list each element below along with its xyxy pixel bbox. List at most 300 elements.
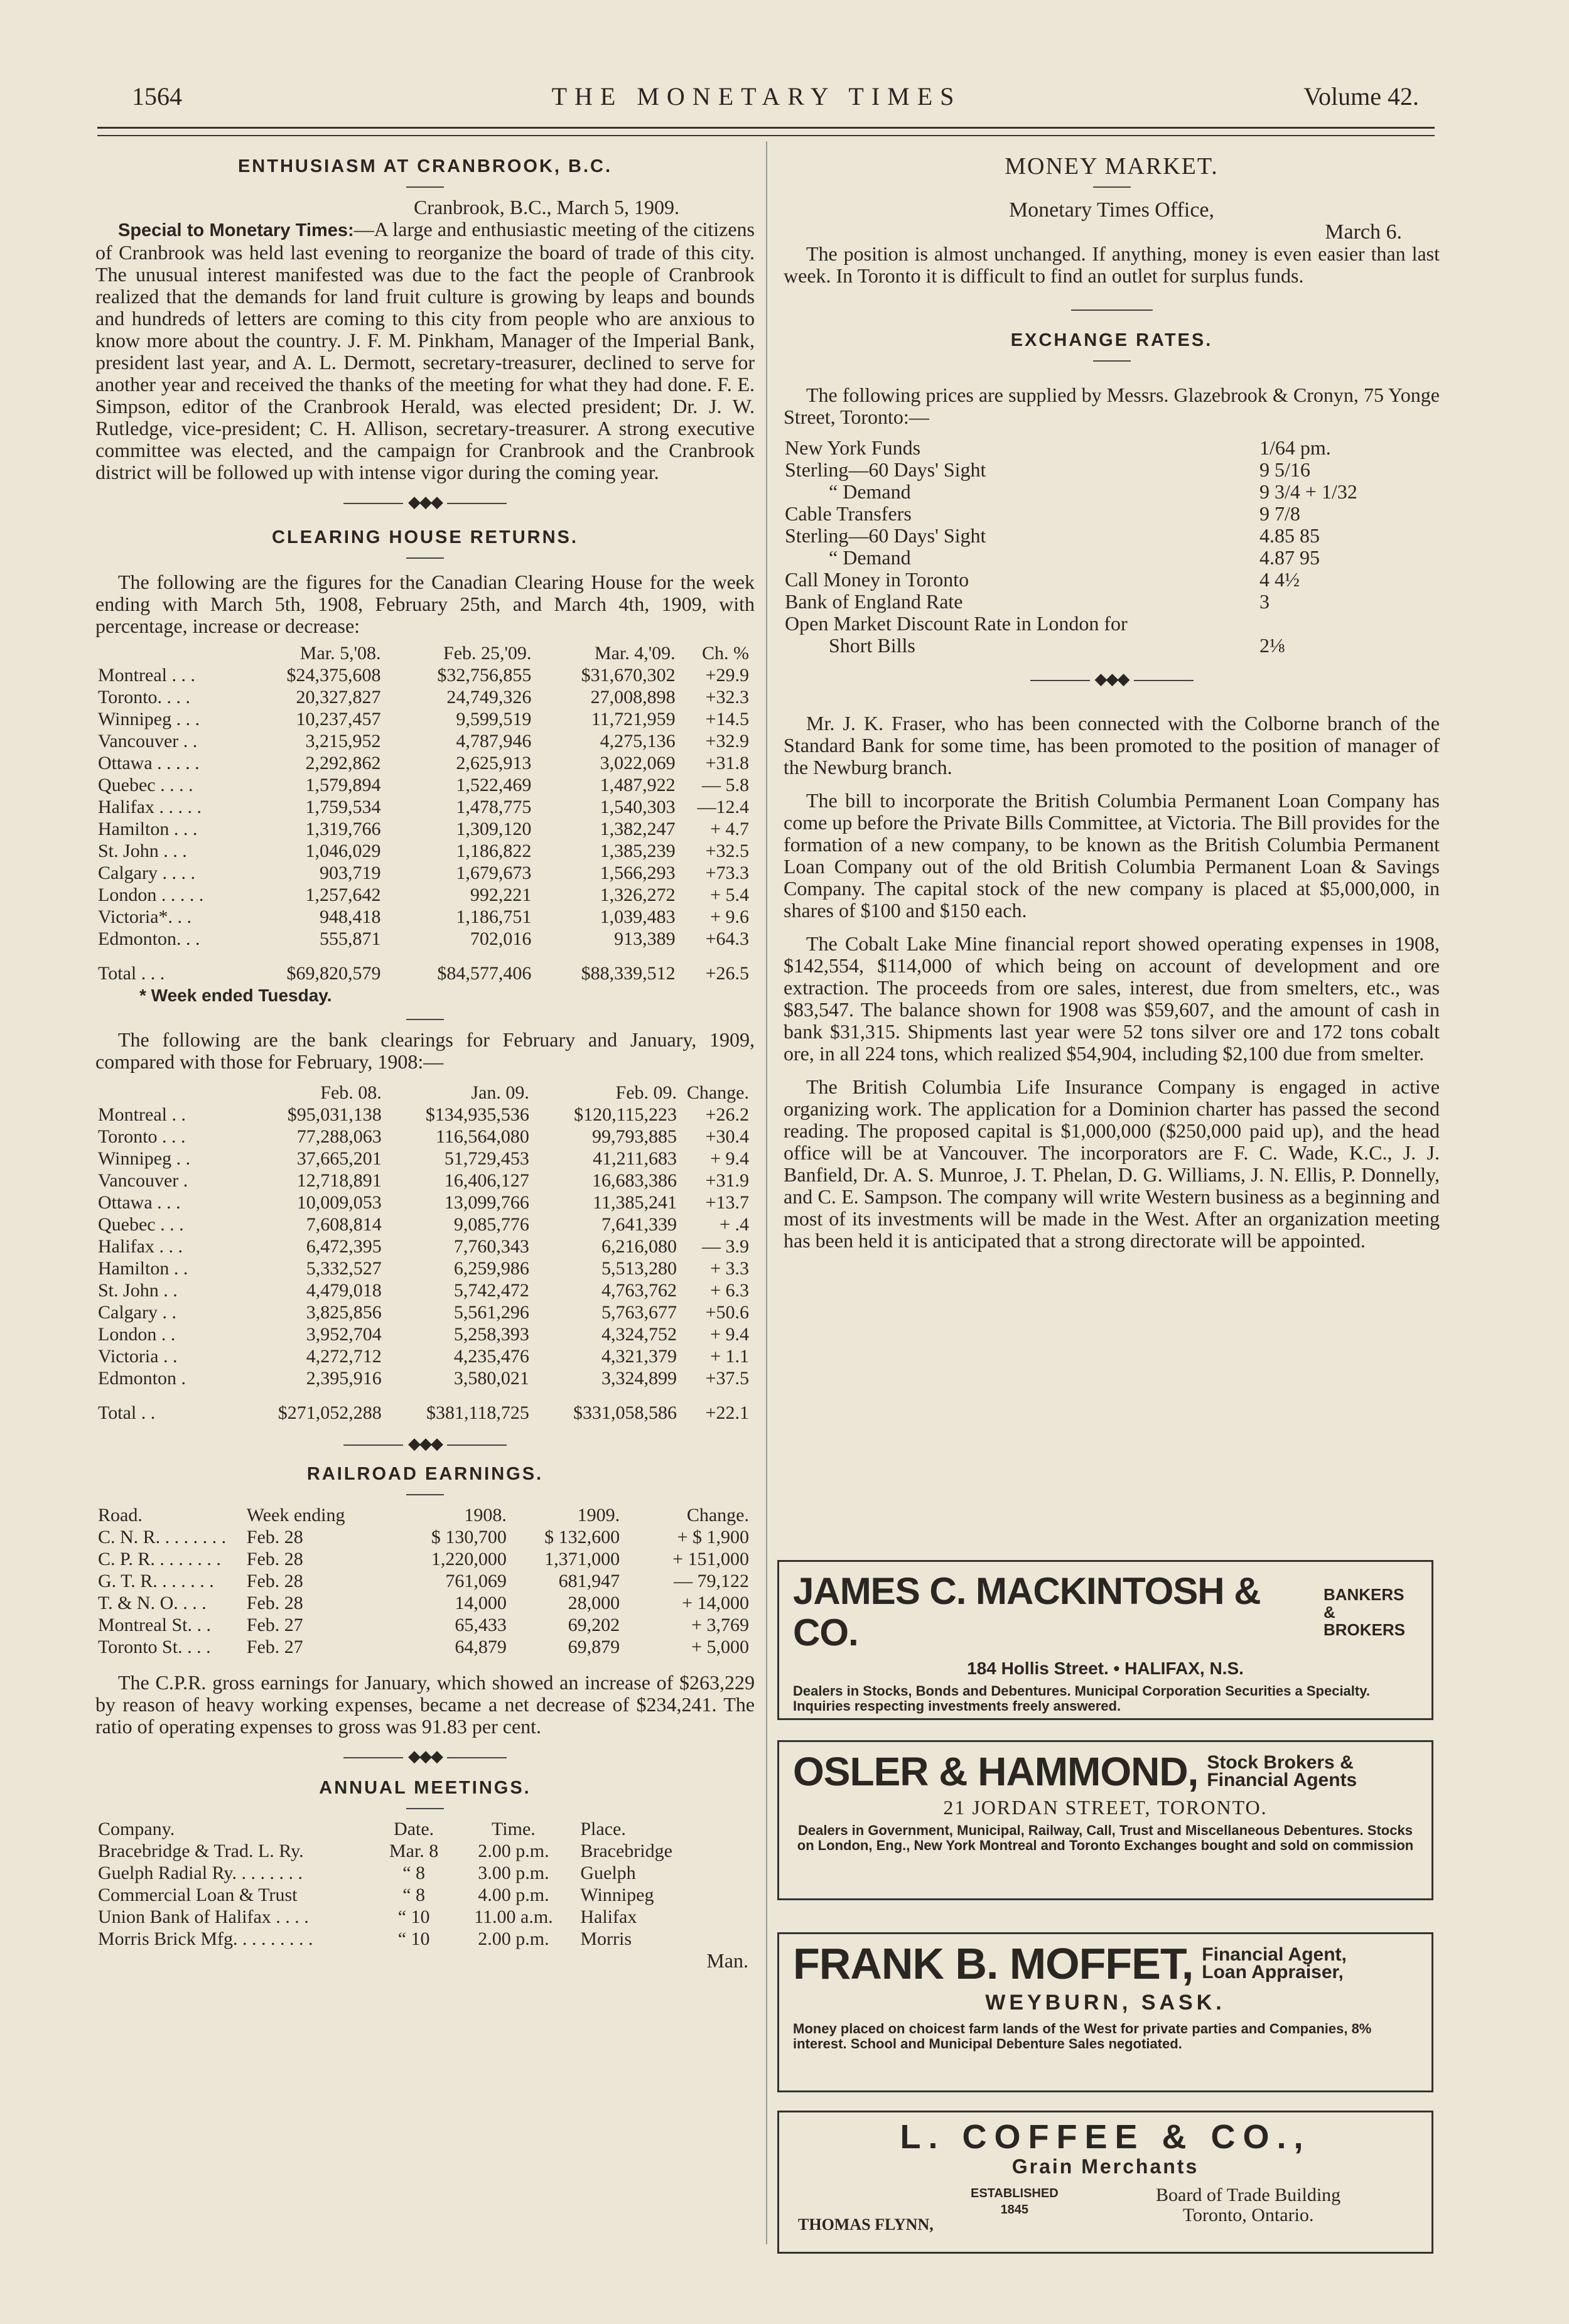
news-items — [784, 713, 1440, 1252]
table-cell: 1,385,239 — [600, 841, 676, 861]
table-cell: 1,759,534 — [305, 797, 381, 817]
table-cell: $331,058,586 — [573, 1402, 677, 1423]
ad-firm-name: FRANK B. MOFFET, — [793, 1939, 1194, 1988]
table-cell: +37.5 — [705, 1368, 749, 1389]
header-rule — [97, 127, 1435, 136]
table-cell: 4,763,762 — [601, 1280, 677, 1301]
ad-mackintosh — [777, 1560, 1433, 1720]
table-cell: 5,332,527 — [306, 1258, 382, 1279]
table-cell: 69,202 — [568, 1615, 620, 1635]
table-cell: 1908. — [464, 1505, 507, 1525]
ad-description: Money placed on choicest farm lands of the West for private parties and Companies, 8% interest. School and Municipal Debenture Sales negotiated. — [793, 2021, 1372, 2052]
table-row — [95, 1148, 752, 1170]
table-row — [95, 1614, 752, 1636]
table-cell: Toronto St. . . . — [98, 1637, 211, 1657]
table-cell: + 6.3 — [710, 1280, 749, 1301]
table-row — [95, 862, 752, 884]
table-cell: 6,472,395 — [306, 1236, 382, 1257]
money-market-title: MONEY MARKET. — [1005, 153, 1219, 180]
table-cell: +31.8 — [705, 753, 749, 773]
rate-value: 4.87 95 — [1259, 546, 1320, 569]
table-cell: 761,069 — [445, 1571, 507, 1591]
table-row — [95, 1235, 752, 1257]
table-row — [95, 1192, 752, 1213]
table-cell: $31,670,302 — [581, 665, 676, 686]
table-cell: + 3,769 — [691, 1615, 749, 1635]
table-cell: Quebec . . . — [98, 1214, 184, 1235]
table-cell — [95, 642, 236, 664]
table-row — [95, 1213, 752, 1235]
table-cell: 5,561,296 — [453, 1302, 529, 1323]
table-cell: 20,327,827 — [296, 687, 381, 707]
rate-label: Cable Transfers — [785, 502, 912, 525]
table-cell: 3,022,069 — [600, 753, 676, 773]
table-cell: 11,721,959 — [591, 709, 676, 729]
table-cell: 99,793,885 — [592, 1126, 677, 1147]
table-cell: 3,215,952 — [305, 731, 381, 751]
table-cell: Week ending — [246, 1505, 345, 1525]
news-paragraph: The Cobalt Lake Mine financial report showed operating expenses in 1908, $142,554, $114,000 of which being on account of development and ore extraction. The proceeds from ore sales, interest, due from smelters, etc., was $83,547. The balance shown for 1908 was $59,607, and the amount of cash in bank $31,315. Shipments last year were 52 tons silver ore and 172 tons cobalt ore, in all 224 tons, which realized $54,904, including $2,100 due from smelter. — [784, 932, 1440, 1065]
table-cell: Change. — [686, 1505, 749, 1525]
news-paragraph: The bill to incorporate the British Columbia Permanent Loan Company has come up before the Private Bills Committee, at Victoria. The Bill provides for the formation of a new company, to be known as the British Columbia Permanent Loan Company out of the old British Columbia Permanent Loan & Savings Company. The capital stock of the new company is placed at $5,000,000, in shares of $100 and $150 each. — [784, 789, 1440, 922]
table-cell: 2.00 p.m. — [478, 1929, 549, 1949]
table-cell: 1,371,000 — [544, 1549, 620, 1569]
rate-value: 4.85 85 — [1259, 524, 1320, 547]
meetings-table — [95, 1818, 752, 1950]
table-cell: $120,115,223 — [574, 1104, 677, 1125]
clearing-footnote: * Week ended Tuesday. — [139, 986, 332, 1005]
divider — [1093, 360, 1131, 362]
table-cell: $381,118,725 — [426, 1402, 529, 1423]
table-cell: Ch. % — [702, 643, 749, 664]
ad-established-label: ESTABLISHED — [971, 2187, 1059, 2200]
publication-title: THE MONETARY TIMES — [551, 82, 962, 110]
ad-firm-name: L. COFFEE & CO., — [900, 2118, 1311, 2156]
ad-established-year: 1845 — [1000, 2203, 1029, 2217]
rate-label: Bank of England Rate — [785, 590, 963, 613]
table-header-row — [95, 1818, 752, 1840]
table-cell: Feb. 27 — [246, 1637, 303, 1657]
table-cell: Ottawa . . . . . — [98, 753, 200, 773]
table-header-row — [95, 1504, 752, 1526]
rate-value: 9 3/4 + 1/32 — [1259, 480, 1357, 503]
table-cell: Montreal . . . — [98, 665, 195, 686]
table-row — [95, 774, 752, 796]
table-cell: 4,787,946 — [456, 731, 532, 751]
table-row — [95, 796, 752, 818]
table-cell: 16,406,127 — [444, 1170, 529, 1191]
table-cell: + 9.4 — [710, 1148, 749, 1169]
table-row — [95, 1862, 752, 1884]
table-cell: +29.9 — [705, 665, 749, 686]
table-row — [95, 1170, 752, 1192]
rate-row — [784, 459, 1437, 481]
ad-tag: Loan Appraiser, — [1202, 1962, 1344, 1982]
table-cell: 2.00 p.m. — [478, 1841, 549, 1861]
table-cell — [95, 1082, 246, 1104]
table-cell: + 3.3 — [710, 1258, 749, 1279]
table-cell: Vancouver . — [98, 1170, 188, 1191]
table-cell: London . . . . . — [98, 885, 204, 905]
clearing-table — [95, 642, 752, 984]
table-cell: $24,375,608 — [286, 665, 381, 686]
table-cell: $271,052,288 — [278, 1402, 382, 1423]
table-cell: Winnipeg . . . — [98, 709, 200, 729]
table-cell: 9,599,519 — [456, 709, 532, 729]
divider — [1071, 309, 1153, 311]
table-cell: 41,211,683 — [593, 1148, 677, 1169]
table-cell: Company. — [98, 1819, 175, 1839]
ad-established — [971, 2185, 1059, 2218]
table-cell: 7,760,343 — [453, 1236, 529, 1257]
table-cell: 1,566,293 — [600, 863, 676, 883]
table-row — [95, 1840, 752, 1862]
table-cell: 913,389 — [614, 928, 676, 949]
ad-address: 21 JORDAN STREET, TORONTO. — [943, 1796, 1268, 1819]
clearing-intro: The following are the figures for the Canadian Clearing House for the week ending with March 5th, 1908, February 25th, and March 4th, 1909, with percentage, increase or decrease: — [95, 571, 755, 637]
table-cell: 1,046,029 — [305, 841, 381, 861]
exchange-rates-table — [784, 437, 1437, 657]
table-row — [95, 1367, 752, 1390]
right-column — [784, 153, 1440, 1263]
table-cell: 992,221 — [470, 885, 532, 905]
rate-row — [784, 569, 1437, 591]
table-row — [95, 1126, 752, 1148]
divider — [406, 186, 444, 188]
table-cell: 37,665,201 — [296, 1148, 382, 1169]
exchange-intro: The following prices are supplied by Messrs. Glazebrook & Cronyn, 75 Yonge Street, Toronto:— — [784, 384, 1440, 428]
rate-label: Sterling—60 Days' Sight — [785, 458, 986, 481]
railroad-note: The C.P.R. gross earnings for January, which showed an increase of $263,229 by reason of heavy working expenses, became a net decrease of $234,241. The ratio of operating expenses to gross was 91.83 per cent. — [95, 1671, 755, 1738]
table-cell: G. T. R. . . . . . . — [98, 1571, 214, 1591]
table-cell: Bracebridge & Trad. L. Ry. — [98, 1841, 304, 1861]
rate-label: Call Money in Toronto — [785, 568, 969, 591]
bank-clearings-intro: The following are the bank clearings for February and January, 1909, compared with those for February, 1908:— — [95, 1028, 755, 1073]
table-cell: $69,820,579 — [286, 963, 381, 984]
divider — [406, 1808, 444, 1809]
table-cell: 903,719 — [320, 863, 381, 883]
rate-value — [1258, 613, 1437, 635]
table-cell: 4,324,752 — [601, 1324, 677, 1345]
table-cell: Halifax — [580, 1907, 637, 1927]
table-cell: +50.6 — [705, 1302, 749, 1323]
table-cell: 9,085,776 — [453, 1214, 529, 1235]
table-cell: + 151,000 — [672, 1549, 749, 1569]
table-cell: +32.5 — [705, 841, 749, 861]
table-cell: Feb. 28 — [246, 1527, 303, 1547]
table-cell: — 3.9 — [702, 1236, 749, 1257]
table-cell: + .4 — [720, 1214, 749, 1235]
table-cell: $ 130,700 — [431, 1527, 507, 1547]
table-cell: 11.00 a.m. — [474, 1907, 553, 1927]
table-cell: Quebec . . . . — [98, 775, 193, 795]
meetings-last-line: Man. — [706, 1949, 748, 1972]
table-cell: Date. — [394, 1819, 434, 1839]
table-cell: 1,382,247 — [600, 819, 676, 839]
ad-tag: & BROKERS — [1323, 1603, 1405, 1639]
ad-coffee — [777, 2111, 1433, 2254]
table-cell: Place. — [580, 1819, 626, 1839]
table-cell: 2,395,916 — [306, 1368, 382, 1389]
table-cell: 1,186,751 — [456, 906, 532, 927]
rate-label: “ Demand — [829, 546, 911, 569]
divider — [406, 557, 444, 559]
page-header — [94, 82, 1419, 119]
table-cell: Mar. 4,'09. — [594, 643, 676, 664]
table-cell: Commercial Loan & Trust — [98, 1885, 298, 1905]
ornament-divider: ◆◆◆ — [95, 491, 755, 513]
table-cell: 3,324,899 — [601, 1368, 677, 1389]
table-cell: Calgary . . . . — [98, 863, 195, 883]
cranbrook-dateline: Cranbrook, B.C., March 5, 1909. — [413, 196, 679, 218]
table-cell: 10,237,457 — [296, 709, 381, 729]
table-cell: 702,016 — [470, 928, 532, 949]
table-cell: + 9.6 — [710, 906, 749, 927]
divider — [406, 1494, 444, 1495]
table-cell: 64,879 — [455, 1637, 507, 1657]
table-row — [95, 1526, 752, 1548]
ad-frank-moffet — [777, 1932, 1433, 2092]
table-cell: “ 8 — [402, 1885, 426, 1905]
railroad-title: RAILROAD EARNINGS. — [306, 1464, 544, 1484]
table-cell: 6,259,986 — [453, 1258, 529, 1279]
rate-value: 9 5/16 — [1259, 458, 1310, 481]
table-cell: 4,235,476 — [453, 1346, 529, 1367]
table-cell: 7,608,814 — [306, 1214, 382, 1235]
table-cell: 4,321,379 — [601, 1346, 677, 1367]
table-cell: 3,952,704 — [306, 1324, 382, 1345]
table-cell: Hamilton . . — [98, 1258, 188, 1279]
ad-tag: BANKERS — [1323, 1585, 1405, 1604]
meetings-title: ANNUAL MEETINGS. — [319, 1778, 531, 1798]
table-cell: 4.00 p.m. — [478, 1885, 549, 1905]
table-cell: Feb. 25,'09. — [443, 643, 532, 664]
table-cell: St. John . . . — [98, 841, 187, 861]
table-cell: — 79,122 — [674, 1571, 749, 1591]
table-cell: 681,947 — [558, 1571, 620, 1591]
ad-subtitle: Grain Merchants — [1011, 2155, 1199, 2178]
table-cell: Road. — [98, 1505, 143, 1525]
cranbrook-article — [95, 218, 755, 483]
table-row — [95, 1884, 752, 1906]
table-row — [95, 840, 752, 862]
table-cell: 5,742,472 — [453, 1280, 529, 1301]
table-cell: 6,216,080 — [601, 1236, 677, 1257]
table-cell: Change. — [686, 1082, 749, 1103]
table-cell: 28,000 — [568, 1593, 620, 1613]
table-cell: 1,540,303 — [600, 797, 676, 817]
table-cell: $84,577,406 — [437, 963, 532, 984]
table-cell: Edmonton. . . — [98, 928, 200, 949]
table-cell: Guelph Radial Ry. . . . . . . . — [98, 1863, 303, 1883]
divider — [1093, 186, 1131, 188]
table-cell: C. P. R. . . . . . . . — [98, 1549, 221, 1569]
table-row — [95, 1345, 752, 1367]
table-cell: +26.5 — [705, 963, 749, 984]
table-cell: 5,763,677 — [601, 1302, 677, 1323]
table-row — [95, 818, 752, 840]
table-cell: +32.9 — [705, 731, 749, 751]
table-cell: Montreal St. . . — [98, 1615, 211, 1635]
table-cell: + 4.7 — [710, 819, 749, 839]
table-cell: Jan. 09. — [471, 1082, 529, 1103]
table-cell: +13.7 — [705, 1192, 749, 1213]
rate-row — [784, 437, 1437, 459]
table-row — [95, 1906, 752, 1928]
table-cell: Feb. 09. — [615, 1082, 677, 1103]
rate-label: New York Funds — [785, 436, 921, 459]
table-cell: + 5,000 — [691, 1637, 749, 1657]
table-cell: “ 8 — [402, 1863, 426, 1883]
table-cell: 51,729,453 — [444, 1148, 529, 1169]
table-cell: Mar. 8 — [389, 1841, 439, 1861]
table-cell: 14,000 — [455, 1593, 507, 1613]
table-cell: 4,479,018 — [306, 1280, 382, 1301]
table-cell: 1,039,483 — [600, 906, 676, 927]
table-cell: +73.3 — [705, 863, 749, 883]
table-cell: 2,292,862 — [305, 753, 381, 773]
rate-value: 9 7/8 — [1259, 502, 1300, 525]
table-cell: 1,679,673 — [456, 863, 532, 883]
ad-tag: Financial Agent, — [1202, 1944, 1347, 1965]
rate-label: Open Market Discount Rate in London for — [785, 612, 1128, 635]
rate-row — [784, 613, 1437, 635]
ad-address: WEYBURN, SASK. — [985, 1991, 1226, 2015]
rate-value: 1/64 pm. — [1259, 436, 1331, 459]
news-paragraph: The British Columbia Life Insurance Company is engaged in active organizing work. The application for a Dominion charter has passed the second reading. The proposed capital is $1,000,000 ($250,000 paid up), and the head office will be at Vancouver. The incorporators are F. C. Wade, K.C., J. J. Banfield, Dr. A. S. Munroe, J. T. Phelan, D. G. Williams, J. N. Ellis, P. Donnelly, and C. E. Sampson. The company will write Western business as a beginning and most of its investments will be made in the West. After an organization meeting has been held it is anticipated that a strong directorate will be appointed. — [784, 1075, 1440, 1252]
table-cell: T. & N. O. . . . — [98, 1593, 207, 1613]
ad-firm-name: JAMES C. MACKINTOSH & CO. — [793, 1570, 1261, 1654]
table-cell: Edmonton . — [98, 1368, 186, 1389]
table-cell: 116,564,080 — [436, 1126, 529, 1147]
table-cell: $ 132,600 — [544, 1527, 620, 1547]
ad-firm-name: OSLER & HAMMOND, — [793, 1749, 1199, 1794]
table-cell: Calgary . . — [98, 1302, 176, 1323]
table-cell: +14.5 — [705, 709, 749, 729]
rate-row — [784, 481, 1437, 503]
table-cell: + 14,000 — [682, 1593, 749, 1613]
table-cell: Victoria*. . . — [98, 906, 191, 927]
table-cell: +26.2 — [705, 1104, 749, 1125]
rate-value: 2⅛ — [1259, 634, 1285, 657]
table-row — [95, 730, 752, 752]
table-cell: 1,522,469 — [456, 775, 532, 795]
table-cell: 2,625,913 — [456, 753, 532, 773]
table-cell: Feb. 28 — [246, 1571, 303, 1591]
table-cell: 69,879 — [568, 1637, 620, 1657]
table-cell: Feb. 28 — [246, 1549, 303, 1569]
table-row — [95, 1104, 752, 1126]
table-row — [95, 1570, 752, 1592]
table-cell: 5,513,280 — [601, 1258, 677, 1279]
news-paragraph: Mr. J. K. Fraser, who has been connected with the Colborne branch of the Standard Bank for some time, has been promoted to the position of manager of the Newburg branch. — [784, 712, 1440, 778]
table-cell: 1909. — [577, 1505, 620, 1525]
table-cell: “ 10 — [397, 1929, 430, 1949]
table-row — [95, 1301, 752, 1323]
ad-tag: Stock Brokers & — [1207, 1752, 1354, 1773]
article-body: —A large and enthusiastic meeting of the citizens of Cranbrook was held last evening to reorganize the board of trade of this city. The unusual interest manifested was due to the fact the people of Cranbrook realized that the demands for land fruit culture is growing by leaps and bounds and hundreds of letters are coming to this city from people who are anxious to know more about the country. J. F. M. Pinkham, Manager of the Imperial Bank, president last year, and A. L. Dermott, secretary-treasurer, declined to serve for another year and received the thanks of the meeting for what they had done. F. E. Simpson, editor of the Cranbrook Herald, was elected president; Dr. J. W. Rutledge, vice-president; C. H. Allison, secretary-treasurer. A strong executive committee was elected, and the campaign for Cranbrook and the Cranbrook district will be followed up with intense vigor during the coming year. — [95, 218, 755, 483]
table-cell: 3,825,856 — [306, 1302, 382, 1323]
ad-tag: Financial Agents — [1207, 1770, 1357, 1790]
table-cell: 3.00 p.m. — [478, 1863, 549, 1883]
rate-row — [784, 635, 1437, 657]
table-cell: 5,258,393 — [453, 1324, 529, 1345]
table-cell: +30.4 — [705, 1126, 749, 1147]
table-cell: “ 10 — [397, 1907, 430, 1927]
rate-value: 4 4½ — [1259, 568, 1300, 591]
table-cell: 16,683,386 — [592, 1170, 677, 1191]
table-cell: Feb. 08. — [320, 1082, 382, 1103]
table-cell: Bracebridge — [580, 1841, 672, 1861]
table-cell: Total . . . — [98, 963, 165, 984]
page-number: 1564 — [132, 82, 182, 110]
table-cell: 4,272,712 — [306, 1346, 382, 1367]
money-body: The position is almost unchanged. If anything, money is even easier than last week. In Toronto it is difficult to find an outlet for surplus funds. — [784, 242, 1440, 287]
table-total-row — [95, 1390, 752, 1424]
rate-row — [784, 525, 1437, 547]
table-cell: Ottawa . . . — [98, 1192, 181, 1213]
ad-description: Dealers in Stocks, Bonds and Debentures. Municipal Corporation Securities a Specialty. Inquiries respecting investments freely answered. — [793, 1683, 1370, 1714]
table-cell: + $ 1,900 — [677, 1527, 749, 1547]
table-cell: $134,935,536 — [425, 1104, 529, 1125]
table-row — [95, 928, 752, 950]
table-cell: $95,031,138 — [287, 1104, 382, 1125]
divider — [406, 1019, 444, 1020]
rate-row — [784, 503, 1437, 525]
money-office: Monetary Times Office, — [1008, 198, 1215, 222]
rate-row — [784, 547, 1437, 569]
table-cell: + 9.4 — [710, 1324, 749, 1345]
cranbrook-title: ENTHUSIASM AT CRANBROOK, B.C. — [237, 156, 613, 176]
article-lead: Special to Monetary Times: — [118, 220, 354, 240]
table-cell: 24,749,326 — [446, 687, 532, 707]
table-cell: +22.1 — [705, 1402, 749, 1423]
table-cell: Time. — [492, 1819, 536, 1839]
table-cell: +64.3 — [705, 928, 749, 949]
table-row — [95, 1928, 752, 1950]
table-cell: 1,487,922 — [600, 775, 676, 795]
rate-label: Sterling—60 Days' Sight — [785, 524, 986, 547]
bank-clearings-table — [95, 1082, 752, 1424]
table-cell: 555,871 — [320, 928, 381, 949]
table-cell: St. John . . — [98, 1280, 178, 1301]
table-row — [95, 1592, 752, 1614]
ad-address: 184 Hollis Street. • HALIFAX, N.S. — [967, 1659, 1244, 1678]
ad-building: Board of Trade Building — [1156, 2185, 1341, 2205]
table-cell: 10,009,053 — [296, 1192, 382, 1213]
ornament-divider: ◆◆◆ — [95, 1433, 755, 1455]
table-row — [95, 1279, 752, 1301]
table-cell: 4,275,136 — [600, 731, 676, 751]
clearing-title: CLEARING HOUSE RETURNS. — [272, 527, 578, 547]
table-row — [95, 1636, 752, 1658]
table-row — [95, 752, 752, 774]
table-row — [95, 708, 752, 730]
table-cell: + 1.1 — [710, 1346, 749, 1367]
table-cell: 1,186,822 — [456, 841, 532, 861]
table-cell: Vancouver . . — [98, 731, 198, 751]
table-cell: 3,580,021 — [453, 1368, 529, 1389]
ad-osler-hammond — [777, 1740, 1433, 1900]
table-cell: 11,385,241 — [593, 1192, 677, 1213]
table-cell: 1,220,000 — [431, 1549, 507, 1569]
table-cell: 1,478,775 — [456, 797, 532, 817]
rate-label: “ Demand — [829, 480, 911, 503]
table-row — [95, 906, 752, 928]
table-cell: 1,326,272 — [600, 885, 676, 905]
table-row — [95, 686, 752, 708]
table-cell: 948,418 — [320, 906, 381, 927]
